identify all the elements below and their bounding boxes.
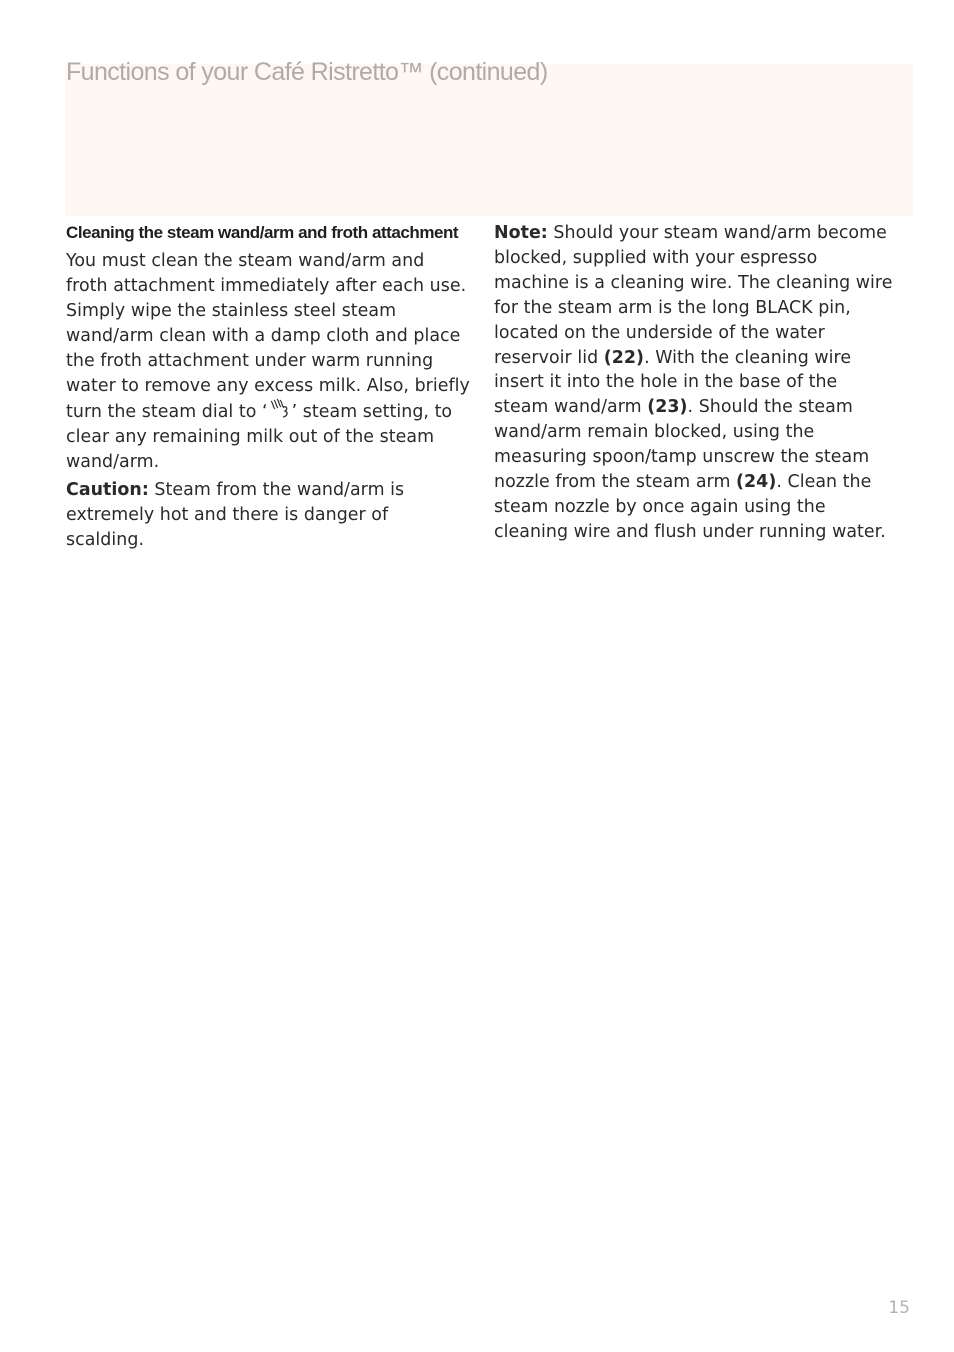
note-line: reservoir lid (22). With the cleaning wire bbox=[494, 347, 852, 368]
body-line: You must clean the steam wand/arm and bbox=[66, 251, 425, 271]
left-column bbox=[66, 221, 476, 556]
body-line-with-icon: turn the steam dial to ‘ ’ steam setting, to bbox=[66, 398, 476, 425]
note-line: measuring spoon/tamp unscrew the steam bbox=[494, 447, 870, 468]
section-heading: Cleaning the steam wand/arm and froth attachment bbox=[66, 223, 459, 242]
body-line: clear any remaining milk out of the steam bbox=[66, 427, 435, 448]
note-line: located on the underside of the water bbox=[494, 322, 825, 343]
steam-icon bbox=[268, 398, 292, 420]
note-label: Note: bbox=[494, 223, 548, 243]
body-line: wand/arm clean with a damp cloth and place bbox=[66, 325, 461, 346]
note-line: insert it into the hole in the base of the bbox=[494, 372, 838, 393]
page-title: Functions of your Café Ristretto™ (continued) bbox=[66, 58, 548, 86]
body-line: the froth attachment under warm running bbox=[66, 350, 434, 371]
reference-22: (22) bbox=[603, 347, 645, 368]
right-column bbox=[494, 221, 914, 548]
note-line: steam nozzle by once again using the bbox=[494, 496, 826, 517]
note-line: cleaning wire and flush under running water. bbox=[494, 521, 886, 542]
caution-line: scalding. bbox=[66, 529, 145, 550]
note-line: machine is a cleaning wire. The cleaning wire bbox=[494, 272, 893, 293]
body-line: froth attachment immediately after each use. bbox=[66, 275, 467, 296]
caution-label: Caution: bbox=[66, 480, 149, 501]
page-number: 15 bbox=[888, 1298, 910, 1318]
note-line: nozzle from the steam arm (24). Clean the bbox=[494, 472, 872, 493]
note-paragraph bbox=[494, 221, 914, 545]
note-line: for the steam arm is the long BLACK pin, bbox=[494, 297, 851, 318]
caution-line: Caution: Steam from the wand/arm is bbox=[66, 480, 405, 501]
body-line: Simply wipe the stainless steel steam bbox=[66, 300, 397, 321]
body-line: wand/arm. bbox=[66, 452, 160, 473]
reference-23: (23) bbox=[647, 397, 688, 418]
cleaning-instructions bbox=[66, 249, 476, 475]
caution-line: extremely hot and there is danger of bbox=[66, 505, 389, 526]
reference-24: (24) bbox=[736, 472, 777, 493]
note-line: steam wand/arm (23). Should the steam bbox=[494, 397, 853, 418]
body-line: water to remove any excess milk. Also, briefly bbox=[66, 375, 470, 396]
note-line: wand/arm remain blocked, using the bbox=[494, 422, 815, 443]
note-line: blocked, supplied with your espresso bbox=[494, 247, 818, 268]
note-line: Note: Should your steam wand/arm become bbox=[494, 223, 887, 243]
caution-paragraph bbox=[66, 478, 476, 553]
